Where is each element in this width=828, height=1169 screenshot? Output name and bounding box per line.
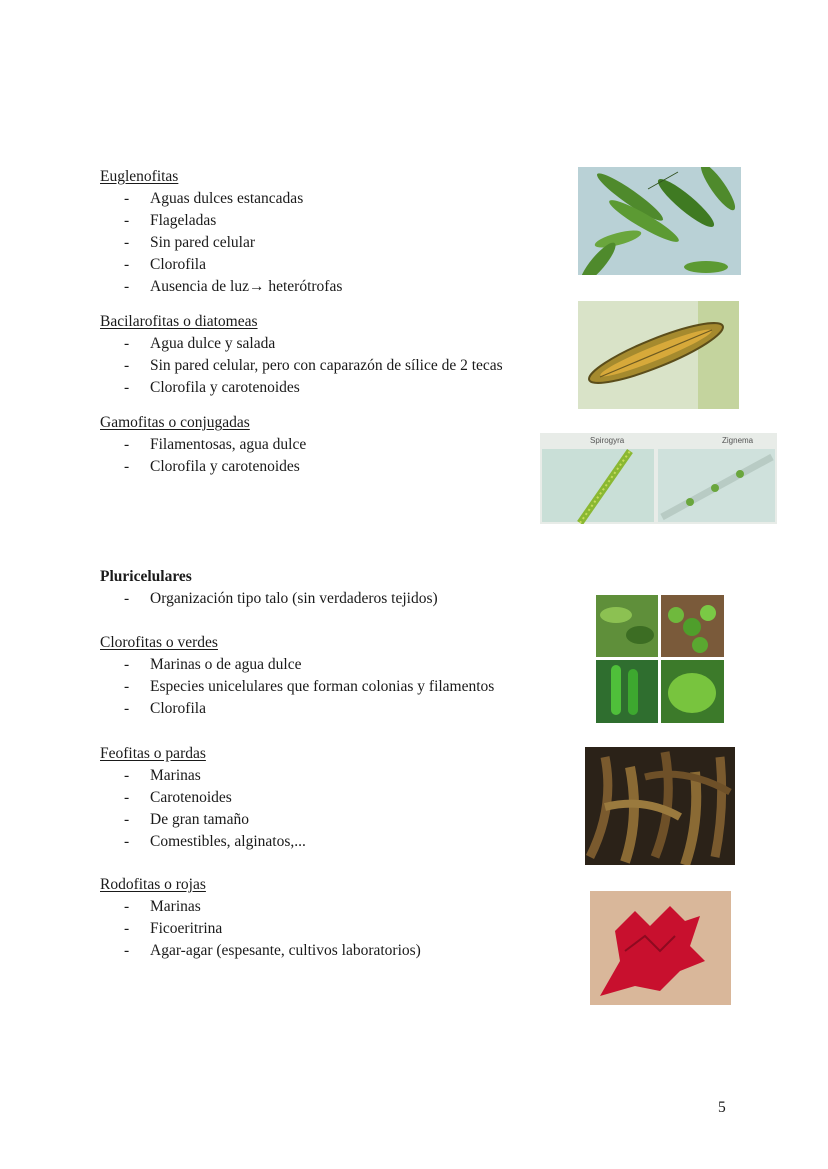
bullet-list-rodofitas [100, 896, 421, 962]
list-item: - Marinas [124, 898, 201, 915]
list-item: - Aguas dulces estancadas [124, 190, 304, 207]
green-algae-illustration [596, 595, 724, 723]
bullet-list-gamofitas [100, 434, 306, 478]
spirogyra-label: Spirogyra [590, 436, 625, 445]
section-title-euglenofitas: Euglenofitas [100, 168, 179, 185]
section-title-bacilarofitas: Bacilarofitas o diatomeas [100, 313, 258, 330]
list-item: - Filamentosas, agua dulce [124, 436, 307, 453]
list-item: - Clorofila y carotenoides [124, 379, 300, 396]
brown-algae-photo [585, 747, 735, 865]
list-item: - Especies unicelulares que forman colonias y filamentos [124, 678, 495, 695]
list-item: - Agua dulce y salada [124, 335, 276, 352]
bullet-list-bacilarofitas [100, 333, 503, 399]
list-item: - Sin pared celular, pero con caparazón de sílice de 2 tecas [124, 357, 503, 374]
gamofitas-micrographs [540, 433, 777, 524]
page-number: 5 [718, 1099, 726, 1116]
section-title-pluricelulares: Pluricelulares [100, 568, 192, 585]
section-rodofitas [100, 874, 421, 962]
list-item: - Agar-agar (espesante, cultivos laboratorios) [124, 942, 421, 959]
bullet-list-euglenofitas [100, 188, 342, 298]
list-item: - De gran tamaño [124, 811, 249, 828]
section-title-feofitas: Feofitas o pardas [100, 745, 206, 762]
section-title-rodofitas: Rodofitas o rojas [100, 876, 206, 893]
zignema-label: Zignema [722, 436, 754, 445]
section-bacilarofitas [100, 311, 503, 399]
section-euglenofitas [100, 166, 342, 298]
list-item: - Ficoeritrina [124, 920, 223, 937]
list-item: - Clorofila y carotenoides [124, 458, 300, 475]
diatom-illustration [578, 301, 739, 409]
red-algae-illustration [590, 891, 731, 1005]
list-item: - Marinas o de agua dulce [124, 656, 302, 673]
gamofitas-illustration [540, 433, 777, 524]
list-item: - Carotenoides [124, 789, 232, 806]
section-clorofitas [100, 632, 494, 720]
euglena-micrograph [578, 167, 741, 275]
red-algae-photo [590, 891, 731, 1005]
diatom-micrograph [578, 301, 739, 409]
bullet-list-feofitas [100, 765, 306, 853]
list-item: - Clorofila [124, 256, 206, 273]
section-pluricelulares [100, 566, 438, 610]
list-item: - Organización tipo talo (sin verdaderos tejidos) [124, 590, 438, 607]
brown-algae-illustration [585, 747, 735, 865]
section-title-gamofitas: Gamofitas o conjugadas [100, 414, 250, 431]
list-item: - Marinas [124, 767, 201, 784]
list-item: - Flageladas [124, 212, 217, 229]
section-feofitas [100, 743, 306, 853]
list-item: - Sin pared celular [124, 234, 256, 251]
green-algae-photos [596, 595, 724, 723]
list-item: - Comestibles, alginatos,... [124, 833, 306, 850]
section-gamofitas [100, 412, 306, 478]
list-item: - Clorofila [124, 700, 206, 717]
section-title-clorofitas: Clorofitas o verdes [100, 634, 218, 651]
euglena-illustration [578, 167, 741, 275]
bullet-list-clorofitas [100, 654, 494, 720]
bullet-list-pluricelulares [100, 588, 438, 610]
list-item: - Ausencia de luz→ heterótrofas [124, 278, 343, 295]
